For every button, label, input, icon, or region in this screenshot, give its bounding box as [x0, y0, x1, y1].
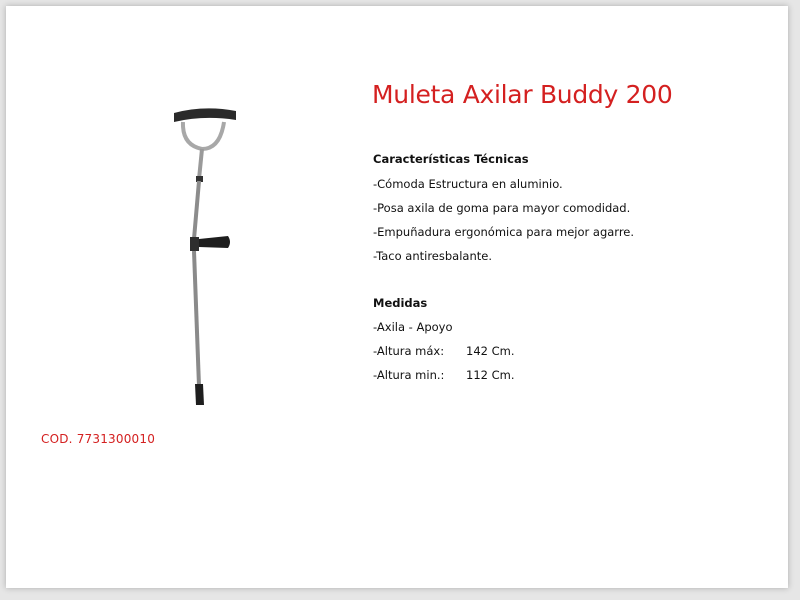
product-code: COD. 7731300010 — [41, 432, 156, 446]
medida-label: -Axila - Apoyo — [373, 320, 453, 334]
medida-row — [373, 344, 515, 358]
medidas-heading: Medidas — [373, 296, 428, 310]
crutch-icon — [156, 101, 256, 411]
medida-row — [373, 368, 515, 382]
medida-label: -Altura min.: — [373, 368, 445, 382]
caracteristica-item: -Taco antiresbalante. — [373, 249, 492, 263]
caracteristica-item: -Cómoda Estructura en aluminio. — [373, 177, 563, 191]
caracteristica-item: -Empuñadura ergonómica para mejor agarre. — [373, 225, 635, 239]
medida-value: 112 Cm. — [466, 368, 515, 382]
medida-label: -Altura máx: — [373, 344, 445, 358]
product-sheet — [6, 6, 788, 588]
caracteristica-item: -Posa axila de goma para mayor comodidad. — [373, 201, 631, 215]
caracteristicas-heading: Características Técnicas — [373, 152, 529, 166]
medida-row — [373, 320, 453, 334]
product-title: Muleta Axilar Buddy 200 — [372, 80, 673, 109]
medida-value: 142 Cm. — [466, 344, 515, 358]
